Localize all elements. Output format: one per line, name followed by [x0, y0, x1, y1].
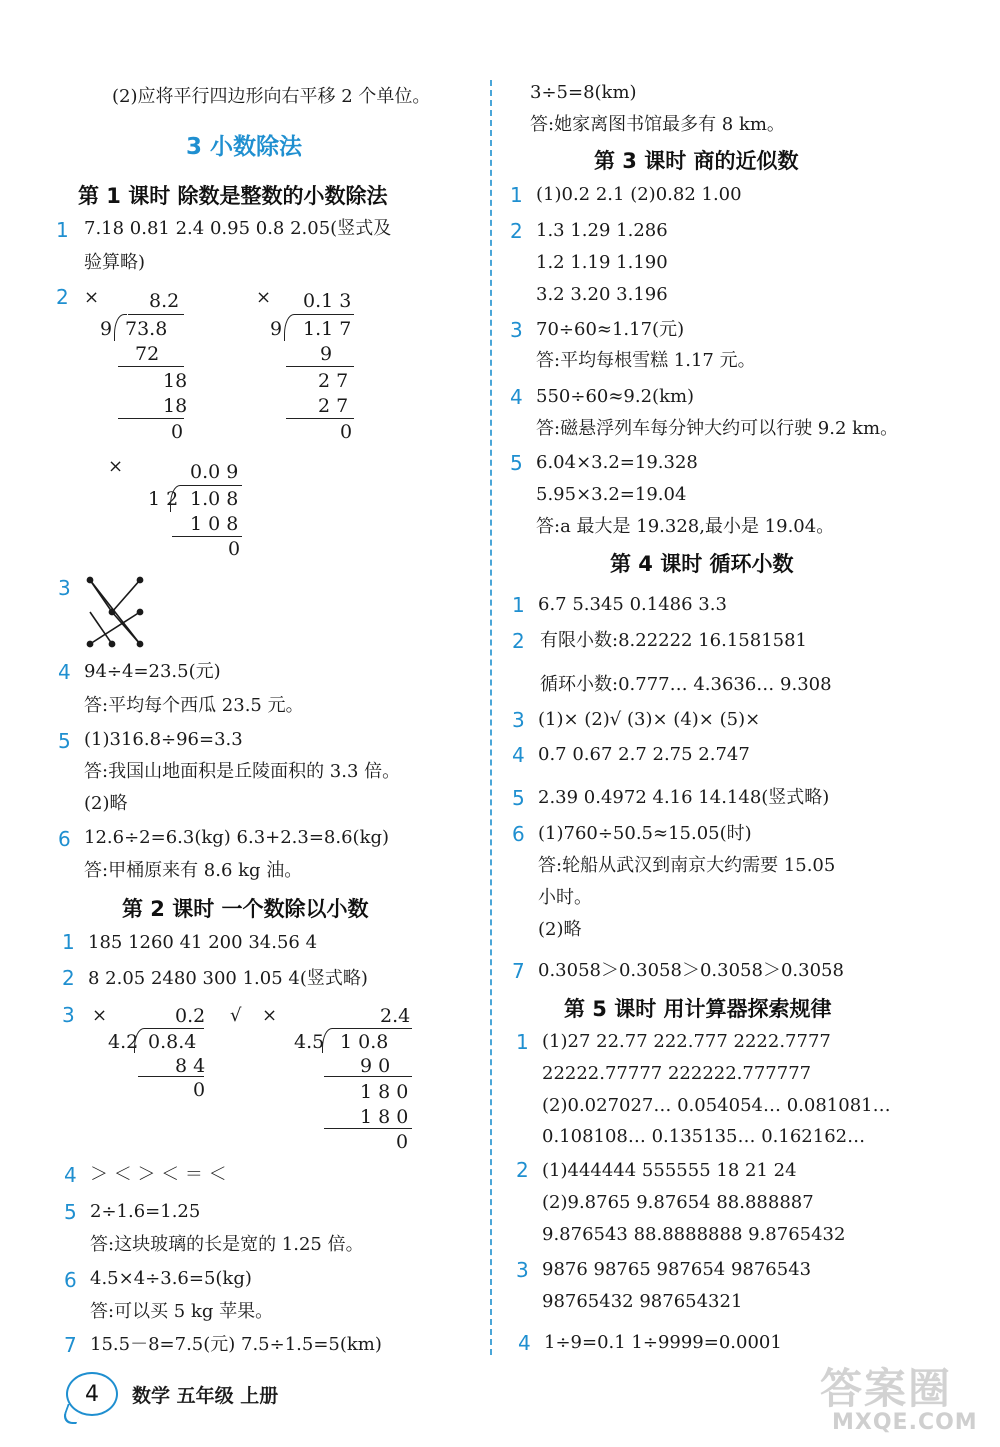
answer-text: (1)316.8÷96=3.3 [84, 729, 243, 750]
answer-text: 6.7 5.345 0.1486 3.3 [538, 594, 727, 615]
question-number: 1 [512, 593, 525, 617]
answer-text: 3÷5=8(km) [530, 82, 637, 103]
answer-text: 7.18 0.81 2.4 0.95 0.8 2.05(竖式及 [84, 218, 392, 239]
answer-text: 答:平均每根雪糕 1.17 元。 [536, 350, 756, 371]
question-number: 3 [62, 1003, 75, 1027]
division-bar [296, 314, 354, 315]
question-number: 3 [516, 1258, 529, 1282]
question-number: 5 [64, 1200, 77, 1224]
section-title: 3 小数除法 [186, 134, 303, 160]
question-number: 4 [58, 660, 71, 684]
question-number: 5 [510, 451, 523, 475]
answer-text: 6.04×3.2=19.328 [536, 452, 698, 473]
answer-text: (1)0.2 2.1 (2)0.82 1.00 [536, 184, 742, 205]
step: 2 7 [318, 395, 349, 417]
answer-text: 小时。 [538, 887, 592, 908]
book-title: 数学 五年级 上册 [132, 1385, 279, 1407]
check-mark: √ [230, 1005, 242, 1026]
answer-text: (1)× (2)√ (3)× (4)× (5)× [538, 709, 761, 730]
wrong-mark: × [108, 456, 124, 477]
division-rule [172, 536, 242, 537]
remainder: 0 [228, 538, 241, 560]
lesson3-title: 第 3 课时 商的近似数 [594, 149, 799, 173]
step: 1 8 0 [360, 1081, 409, 1103]
wrong-mark: × [262, 1005, 278, 1026]
question-number: 7 [512, 959, 525, 983]
dividend: 0.8.4 [148, 1031, 197, 1053]
question-number: 6 [64, 1268, 77, 1292]
division-bracket [284, 314, 297, 341]
dividend: 1 0.8 [340, 1031, 389, 1053]
question-number: 2 [516, 1158, 529, 1182]
question-number: 4 [510, 385, 523, 409]
answer-text: (1)27 22.77 222.777 2222.7777 [542, 1031, 831, 1052]
answer-text: 答:她家离图书馆最多有 8 km。 [530, 114, 785, 135]
answer-text: 验算略) [84, 252, 146, 273]
answer-text: 9876 98765 987654 9876543 [542, 1259, 812, 1280]
answer-text: 0.7 0.67 2.7 2.75 2.747 [538, 744, 750, 765]
question-number: 6 [58, 827, 71, 851]
answer-text: 1÷9=0.1 1÷9999=0.0001 [544, 1332, 782, 1353]
question-number: 4 [518, 1331, 531, 1355]
question-number: 5 [58, 729, 71, 753]
matching-lines-diagram [82, 574, 162, 650]
remainder: 0 [171, 421, 184, 443]
divisor: 9 [270, 318, 283, 340]
watermark-logo [820, 1356, 988, 1438]
step: 9 0 [360, 1055, 391, 1077]
question-number: 2 [62, 966, 75, 990]
question-number: 1 [510, 183, 523, 207]
remainder: 0 [396, 1131, 409, 1153]
division-bracket [114, 314, 127, 341]
dividend: 73.8 [125, 318, 168, 340]
answer-text: 2÷1.6=1.25 [90, 1201, 201, 1222]
answer-text: 答:这块玻璃的长是宽的 1.25 倍。 [90, 1234, 364, 1255]
wrong-mark: × [256, 287, 272, 308]
division-bar [182, 485, 242, 486]
page-number: 4 [66, 1372, 118, 1416]
answer-text: 1.2 1.19 1.190 [536, 252, 668, 273]
answer-text: 1.3 1.29 1.286 [536, 220, 668, 241]
question-number: 3 [58, 576, 71, 600]
answer-text: (1)760÷50.5≈15.05(时) [538, 823, 752, 844]
column-divider [490, 80, 492, 1355]
dividend: 1.0 8 [190, 488, 239, 510]
step: 18 [163, 395, 188, 417]
divisor: 4.2 [108, 1031, 139, 1053]
answer-text: 9.876543 88.8888888 9.8765432 [542, 1224, 846, 1245]
division-rule [286, 418, 354, 419]
answer-text: 答:磁悬浮列车每分钟大约可以行驶 9.2 km。 [536, 418, 899, 439]
answer-text: 94÷4=23.5(元) [84, 661, 221, 682]
remainder: 0 [193, 1079, 206, 1101]
question-number: 5 [512, 786, 525, 810]
wrong-mark: × [92, 1005, 108, 1026]
answer-text: 答:平均每个西瓜 23.5 元。 [84, 695, 304, 716]
answer-text: 答:a 最大是 19.328,最小是 19.04。 [536, 516, 835, 537]
question-number: 7 [64, 1333, 77, 1357]
answer-text: (2)9.8765 9.87654 88.888887 [542, 1192, 814, 1213]
question-number: 3 [510, 318, 523, 342]
question-number: 4 [512, 743, 525, 767]
quotient: 8.2 [149, 290, 180, 312]
answer-text: 12.6÷2=6.3(kg) 6.3+2.3=8.6(kg) [84, 827, 390, 848]
step: 9 [320, 343, 333, 365]
answer-text: 答:轮船从武汉到南京大约需要 15.05 [538, 855, 836, 876]
quotient: 2.4 [380, 1005, 411, 1027]
divisor: 1 2 [148, 488, 179, 510]
answer-text: ＞ ＜ ＞ ＜ ＝ ＜ [90, 1164, 227, 1185]
answer-text: 15.5－8=7.5(元) 7.5÷1.5=5(km) [90, 1334, 382, 1355]
question-number: 1 [516, 1030, 529, 1054]
division-rule [138, 1076, 204, 1077]
answer-text: 答:甲桶原来有 8.6 kg 油。 [84, 860, 303, 881]
step: 2 7 [318, 370, 349, 392]
step: 1 0 8 [190, 513, 239, 535]
lesson1-title: 第 1 课时 除数是整数的小数除法 [78, 184, 388, 208]
answer-text: 3.2 3.20 3.196 [536, 284, 668, 305]
answer-text: 0.108108… 0.135135… 0.162162… [542, 1126, 866, 1147]
step: 72 [135, 343, 160, 365]
divisor: 4.5 [294, 1031, 325, 1053]
lesson2-title: 第 2 课时 一个数除以小数 [122, 897, 369, 921]
quotient: 0.2 [175, 1005, 206, 1027]
question-number: 3 [512, 708, 525, 732]
step: 18 [163, 370, 188, 392]
division-rule [286, 366, 354, 367]
answer-text: 0.3058＞0.3058＞0.3058＞0.3058 [538, 960, 844, 981]
division-bar [128, 314, 184, 315]
top-line: (2)应将平行四边形向右平移 2 个单位。 [112, 86, 431, 107]
wrong-mark: × [84, 287, 100, 308]
question-number: 2 [56, 285, 69, 309]
answer-text: 循环小数:0.777… 4.3636… 9.308 [540, 674, 832, 695]
divisor: 9 [100, 318, 113, 340]
quotient: 0.1 3 [303, 290, 352, 312]
answer-text: 4.5×4÷3.6=5(kg) [90, 1268, 252, 1289]
division-rule [118, 418, 184, 419]
answer-text: 有限小数:8.22222 16.1581581 [540, 630, 808, 651]
quotient: 0.0 9 [190, 461, 239, 483]
step: 8 4 [175, 1055, 206, 1077]
division-rule [118, 366, 184, 367]
dividend: 1.1 7 [303, 318, 352, 340]
watermark-text: 答案圈 [820, 1364, 953, 1413]
answer-text: 22222.77777 222222.777777 [542, 1063, 812, 1084]
lesson4-title: 第 4 课时 循环小数 [610, 552, 794, 576]
question-number: 1 [62, 930, 75, 954]
question-number: 6 [512, 822, 525, 846]
answer-text: 答:可以买 5 kg 苹果。 [90, 1301, 274, 1322]
question-number: 2 [512, 629, 525, 653]
answer-text: 550÷60≈9.2(km) [536, 386, 695, 407]
remainder: 0 [340, 421, 353, 443]
question-number: 1 [56, 218, 69, 242]
answer-text: (2)略 [84, 793, 128, 814]
answer-text: 185 1260 41 200 34.56 4 [88, 932, 318, 953]
step: 1 8 0 [360, 1106, 409, 1128]
answer-text: (2)0.027027… 0.054054… 0.081081… [542, 1095, 891, 1116]
answer-text: 98765432 987654321 [542, 1291, 743, 1312]
division-bar [334, 1028, 412, 1029]
division-bar [144, 1028, 204, 1029]
division-rule [324, 1128, 412, 1129]
lesson5-title: 第 5 课时 用计算器探索规律 [564, 997, 832, 1021]
answer-text: 2.39 0.4972 4.16 14.148(竖式略) [538, 787, 830, 808]
watermark-url: MXQE.COM [832, 1410, 978, 1435]
answer-text: 70÷60≈1.17(元) [536, 319, 685, 340]
answer-text: 8 2.05 2480 300 1.05 4(竖式略) [88, 968, 368, 989]
answer-text: 答:我国山地面积是丘陵面积的 3.3 倍。 [84, 761, 401, 782]
answer-text: (1)444444 555555 18 21 24 [542, 1160, 797, 1181]
division-rule [324, 1076, 412, 1077]
question-number: 2 [510, 219, 523, 243]
question-number: 4 [64, 1163, 77, 1187]
answer-text: 5.95×3.2=19.04 [536, 484, 687, 505]
answer-text: (2)略 [538, 919, 582, 940]
